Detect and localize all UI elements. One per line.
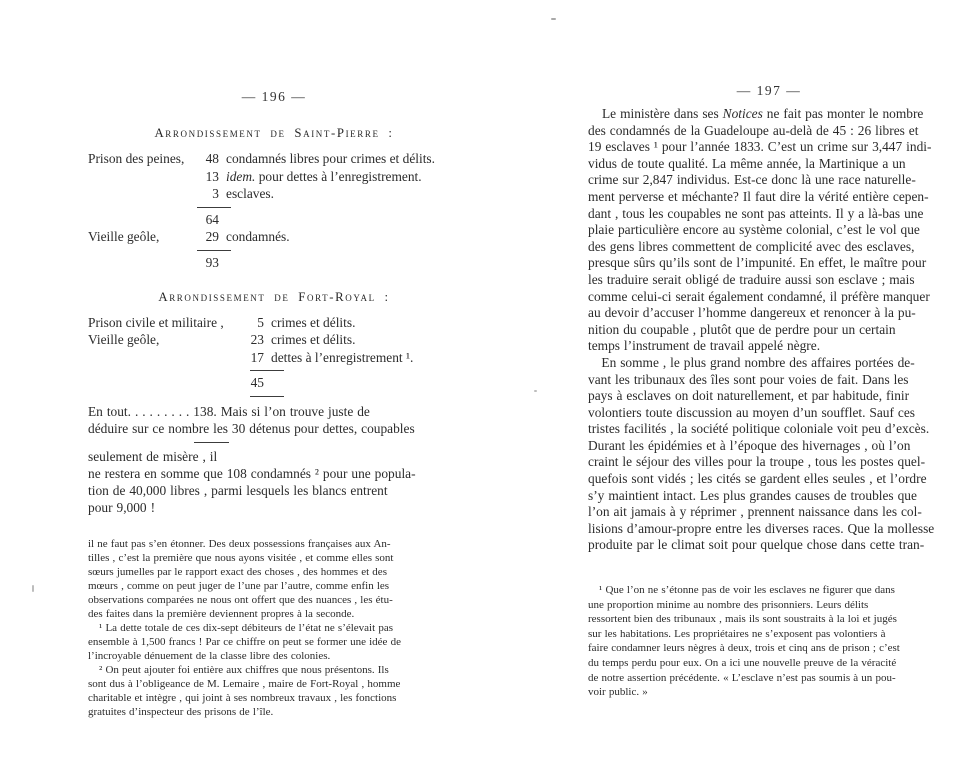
table-row [88, 150, 460, 168]
footnote-line: sœurs jumelles par le rapport exact des choses , des hommes et des [88, 566, 387, 579]
table-row [88, 331, 460, 349]
footnote-line: sont dus à l’obligeance de M. Lemaire , maire de Fort-Royal , homme [88, 678, 401, 691]
table-row [88, 374, 460, 392]
text-line: seulement de misère , il [88, 449, 218, 465]
row-text: pour dettes à l’enregistrement. [255, 168, 422, 184]
footnote-line: une proportion minime au nombre des prisonniers. Leurs délits [588, 598, 869, 611]
row-text: condamnés. [226, 229, 290, 245]
row-label: Prison des peines, [88, 151, 185, 166]
page-196 [88, 88, 460, 719]
text-line: nition du coupable , plutôt que de perdre pour un certain [588, 321, 896, 337]
text-line: presque sûrs qu’ils sont de l’impunité. En effet, le maître pour [588, 255, 927, 271]
text-line: vant les tribunaux des îles sont pour voies de fait. Dans les [588, 371, 909, 387]
table-row [88, 228, 460, 246]
scan-artifact-dot [534, 390, 537, 392]
footnote-line: ¹ La dette totale de ces dix-sept débiteurs de l’état ne s’élevait pas [88, 622, 393, 635]
text-line: vidus de toute qualité. La même année, la Martinique a un [588, 155, 906, 171]
table-row [88, 254, 460, 272]
row-label: Prison civile et militaire , [88, 314, 224, 330]
text-line: Durant les épidémies et à l’époque des hivernages , où l’on [588, 437, 911, 453]
text-line: au devoir d’accuser l’homme dangereux et renoncer à la pu- [588, 305, 916, 321]
text-line: ment perverse et méchante? Il faut dire la vérité entière cepen- [588, 188, 929, 204]
fort-royal-table [88, 314, 460, 398]
footnote-line: charitable et intègre , qui joint à ses nombreux travaux , les fonctions [88, 692, 397, 705]
row-number: 48 [205, 151, 219, 166]
footnote-line: du temps perdu pour eux. On a ici une nouvelle preuve de la véracité [588, 657, 897, 669]
text-line: déduire sur ce nombre les 30 détenus pour dettes, coupables [88, 421, 415, 437]
page-number-left: — 196 — [241, 89, 307, 104]
sum-rule [250, 370, 284, 371]
text-line: des gens libres commettent de complicité avec des esclaves, [588, 238, 915, 254]
footnote-line: des faites dans la première deviennent propres à la seconde. [88, 608, 355, 621]
footnote-line: mœurs , comme on peut juger de l’une par l’autre, comme enfin les [88, 580, 390, 593]
page-number-right: — 197 — [736, 83, 802, 98]
text-line: pour 9,000 ! [88, 500, 156, 516]
table-row [88, 314, 460, 332]
sum-rule [250, 396, 284, 397]
scan-artifact-dot [32, 585, 34, 592]
row-number: 5 [257, 314, 264, 330]
text-line: temps l’instrument de travail appelé nègre. [588, 338, 821, 354]
saint-pierre-table [88, 150, 460, 272]
row-text: condamnés libres pour crimes et délits. [226, 151, 435, 166]
body-paragraph [588, 106, 950, 554]
row-number: 23 [250, 332, 264, 348]
text-line: volontiers toute discussion au moyen d’un soufflet. Sauf ces [588, 404, 915, 420]
footnote-line: gratuites d’inspecteur des prisons de l’île. [88, 706, 274, 719]
footnote-line: ² On peut ajouter foi entière aux chiffres que nous présentons. Ils [88, 664, 389, 677]
text-line: En somme , le plus grand nombre des affaires portées de- [588, 354, 915, 370]
text-line: tristes facilités , la société politique coloniale voit peu d’excès. [588, 421, 930, 437]
text-line: 19 esclaves ¹ pour l’année 1833. C’est un crime sur 3,447 indi- [588, 139, 932, 155]
text-line: produite par le climat soit pour quelque chose dans cette tran- [588, 537, 925, 553]
text-line: ne restera en somme que 108 condamnés ² pour une popula- [88, 466, 416, 482]
row-number: 45 [250, 375, 264, 391]
text-line: quefois sont vidés ; les cités se gardent elles seules , et l’ordre [588, 471, 927, 487]
scan-artifact-dot [551, 18, 556, 20]
row-text-italic: idem. [226, 168, 256, 184]
subtraction-rule [194, 442, 229, 443]
footnote-line: sur les habitations. Les propriétaires ne s’exposent pas volontiers à [588, 627, 886, 640]
sum-rule [197, 250, 231, 251]
text-segment: Le ministère dans ses [602, 106, 723, 121]
footnote-line: il ne faut pas s’en étonner. Des deux possessions françaises aux An- [88, 538, 391, 551]
page-197 [588, 82, 950, 700]
row-number: 29 [205, 229, 219, 245]
row-text: crimes et délits. [271, 332, 356, 348]
heading-saint-pierre: Arrondissement de Saint-Pierre : [154, 126, 394, 140]
row-number: 64 [205, 211, 219, 227]
sum-rule [197, 207, 231, 208]
footnotes-right [588, 583, 950, 700]
footnotes-left [88, 537, 460, 719]
row-number: 17 [250, 349, 264, 365]
footnote-line: ensemble à 1,500 francs ! Par ce chiffre on peut se former une idée de [88, 636, 401, 649]
text-line: craint le séjour des villes pour la troupe , tous les postes quel- [588, 454, 926, 470]
body-lines-list [588, 123, 950, 554]
heading-fort-royal: Arrondissement de Fort-Royal : [158, 289, 390, 304]
row-text: esclaves. [226, 186, 274, 201]
text-segment-italic: Notices [722, 106, 763, 121]
text-line: crime sur 2,847 individus. Est-ce donc là une race naturelle- [588, 172, 916, 188]
row-text: crimes et délits. [271, 314, 356, 330]
text-line: les traduire serait obligé de traduire aussi son esclave ; mais [588, 271, 915, 287]
text-line: comme celui-ci serait également condamné, il préfère manquer [588, 288, 930, 304]
table-row [88, 211, 460, 229]
footnote-line: ¹ Que l’on ne s’étonne pas de voir les esclaves ne figurer que dans [588, 584, 895, 597]
footnote-line: tilles , c’est la première que nous ayons visitée , et comme elles sont [88, 552, 394, 565]
footnote-line: faire condamner leurs nègres à deux, trois et cinq ans de prison ; c’est [588, 642, 900, 655]
row-text: dettes à l’enregistrement ¹. [271, 349, 414, 365]
text-line: dant , tous les coupables ne sont pas atteints. Il y a là-bas une [588, 205, 924, 221]
footnote-line: voir public. » [588, 686, 648, 699]
table-row [88, 349, 460, 367]
table-row [88, 168, 460, 186]
text-line: tion de 40,000 libres , parmi lesquels les blancs entrent [88, 483, 388, 499]
row-label: Vieille geôle, [88, 229, 160, 245]
footnote-line: observations comparées ne nous ont offert que des nuances , les étu- [88, 594, 393, 607]
text-segment: ne fait pas monter le nombre [762, 106, 924, 121]
footnote-line: ressortent bien des tribunaux , mais ils sont soustraits à la loi et jugés [588, 613, 897, 626]
body-paragraph [88, 403, 460, 437]
table-row [88, 185, 460, 203]
row-number: 93 [205, 255, 219, 271]
footnote-line: de notre assertion précédente. « L’esclave n’est pas soumis à un pou- [588, 671, 896, 684]
row-number: 13 [205, 168, 219, 184]
row-number: 3 [212, 186, 219, 201]
text-line: plaie particulière encore au système colonial, c’est le vol que [588, 222, 920, 238]
text-line: En tout. . . . . . . . . 138. Mais si l’on trouve juste de [88, 404, 370, 420]
text-line [588, 106, 950, 123]
text-line: l’on ait jamais à y réprimer , prennent naissance dans les col- [588, 504, 922, 520]
row-label: Vieille geôle, [88, 332, 160, 348]
footnote-line: l’incroyable dénuement de la classe libre des colonies. [88, 650, 331, 663]
text-line: des condamnés de la Guadeloupe au-delà de 45 : 26 libres et [588, 122, 919, 138]
body-paragraph [88, 448, 460, 516]
text-line: lisions d’amour-propre entre les diverses races. Que la mollesse [588, 520, 935, 536]
text-line: pays à esclaves on doit naturellement, et par habitude, finir [588, 388, 910, 404]
text-line: s’y maintient intact. Les plus grandes causes de troubles que [588, 487, 917, 503]
